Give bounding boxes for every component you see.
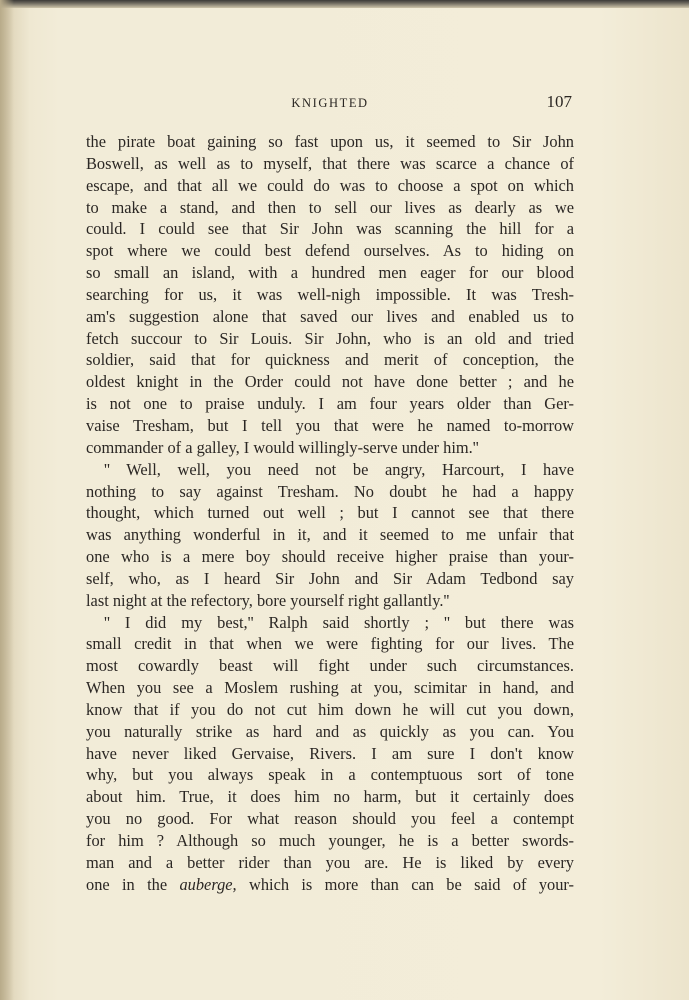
text-line: you naturally strike as hard and as quickly as you can. You	[86, 721, 574, 741]
text-line: know that if you do not cut him down he will cut you down,	[86, 699, 574, 719]
text-line: '' Well, well, you need not be angry, Harcourt, I have	[104, 459, 574, 479]
text-line: one who is a mere boy should receive higher praise than your-	[86, 547, 574, 567]
text-line: thought, which turned out well ; but I cannot see that there	[86, 503, 574, 523]
text-line: for him ? Although so much younger, he is a better swords-	[86, 831, 574, 850]
last-line-end: which is more than can be said of your-	[236, 874, 574, 894]
text-line: am's suggestion alone that saved our lives and enabled us to	[86, 306, 574, 326]
text-line: soldier, said that for quickness and merit of conception, the	[86, 350, 574, 370]
running-title: KNIGHTED	[291, 96, 369, 110]
text-line: searching for us, it was well-nigh impossible. It was Tresh-	[86, 284, 574, 304]
text-line: '' I did my best,'' Ralph said shortly ; '' but there was	[104, 612, 574, 632]
text-line: man and a better rider than you are. He is liked by every	[86, 852, 574, 872]
text-line: to make a stand, and then to sell our lives as dearly as we	[86, 197, 574, 217]
text-line-last	[86, 874, 574, 896]
page-top-edge	[0, 0, 689, 8]
text-line: fetch succour to Sir Louis. Sir John, who is an old and tried	[86, 328, 574, 348]
last-line-start: one in the	[86, 874, 180, 894]
text-line: last night at the refectory, bore yourself right gallantly.''	[86, 590, 450, 610]
text-line: oldest knight in the Order could not have done better ; and he	[86, 372, 574, 392]
italic-word: auberge,	[179, 874, 237, 894]
text-line: about him. True, it does him no harm, but it certainly does	[86, 787, 574, 807]
text-line: the pirate boat gaining so fast upon us, it seemed to Sir John	[86, 132, 574, 151]
page-header	[86, 92, 574, 114]
text-line: most cowardly beast will fight under such circumstances.	[86, 656, 574, 676]
text-line: Boswell, as well as to myself, that there was scarce a chance of	[86, 153, 574, 173]
text-line: commander of a galley, I would willingly-serve under him.''	[86, 437, 479, 457]
text-line: was anything wonderful in it, and it seemed to me unfair that	[86, 525, 574, 545]
text-line: self, who, as I heard Sir John and Sir Adam Tedbond say	[86, 568, 574, 588]
text-line: why, but you always speak in a contemptuous sort of tone	[86, 765, 574, 785]
text-line: you no good. For what reason should you feel a contempt	[86, 809, 574, 829]
text-line: could. I could see that Sir John was scanning the hill for a	[86, 219, 574, 239]
text-line: vaise Tresham, but I tell you that were he named to-morrow	[86, 415, 574, 435]
text-line: is not one to praise unduly. I am four years older than Ger-	[86, 394, 574, 414]
text-line: so small an island, with a hundred men eager for our blood	[86, 263, 574, 283]
text-line: small credit in that when we were fighting for our lives. The	[86, 634, 574, 654]
text-line: spot where we could best defend ourselves. As to hiding on	[86, 241, 574, 261]
page-number: 107	[546, 92, 572, 111]
spine-shadow	[0, 0, 14, 1000]
text-line: escape, and that all we could do was to choose a spot on which	[86, 175, 574, 195]
text-line: When you see a Moslem rushing at you, scimitar in hand, and	[86, 678, 574, 698]
text-line: have never liked Gervaise, Rivers. I am sure I don't know	[86, 743, 574, 763]
text-line: nothing to say against Tresham. No doubt he had a happy	[86, 481, 574, 501]
body-text	[86, 131, 574, 896]
